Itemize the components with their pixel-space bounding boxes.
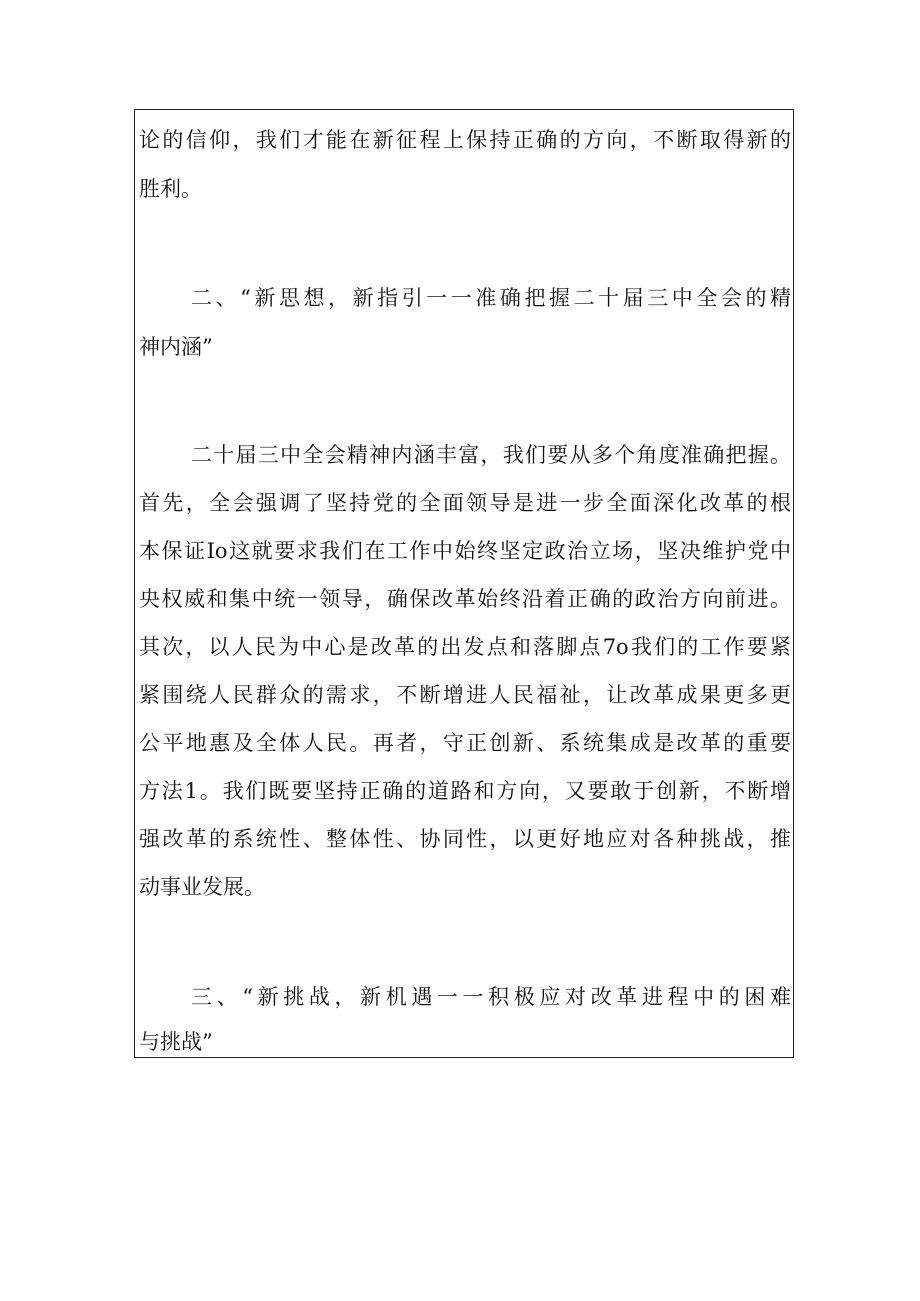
- paragraph-line: 公平地惠及全体人民。再者，守正创新、系统集成是改革的重要: [139, 731, 791, 755]
- paragraph-line: 胜利。: [139, 177, 202, 201]
- paragraph-line: 首先，全会强调了坚持党的全面领导是进一步全面深化改革的根: [139, 491, 791, 515]
- document-frame: [134, 109, 794, 1058]
- paragraph-line: 强改革的系统性、整体性、协同性，以更好地应对各种挑战，推: [139, 827, 791, 851]
- paragraph-line: 论的信仰，我们才能在新征程上保持正确的方向，不断取得新的: [139, 128, 791, 152]
- section-heading: 二、“新思想，新指引一一准确把握二十届三中全会的精: [191, 286, 791, 310]
- paragraph-line: 其次，以人民为中心是改革的出发点和落脚点7o我们的工作要紧: [139, 635, 791, 659]
- paragraph-line: 方法1。我们既要坚持正确的道路和方向，又要敢于创新，不断增: [139, 779, 791, 803]
- paragraph-line: 紧围绕人民群众的需求，不断增进人民福祉，让改革成果更多更: [139, 683, 791, 707]
- section-heading: 与挑战”: [139, 1030, 213, 1054]
- paragraph-line: 二十届三中全会精神内涵丰富，我们要从多个角度准确把握。: [191, 443, 791, 467]
- paragraph-line: 动事业发展。: [139, 875, 265, 899]
- section-heading: 神内涵”: [139, 335, 213, 359]
- section-heading: 三、“新挑战，新机遇一一积极应对改革进程中的困难: [191, 985, 791, 1009]
- paragraph-line: 央权威和集中统一领导，确保改革始终沿着正确的政治方向前进。: [139, 587, 791, 611]
- paragraph-line: 本保证Io这就要求我们在工作中始终坚定政治立场，坚决维护党中: [139, 539, 791, 563]
